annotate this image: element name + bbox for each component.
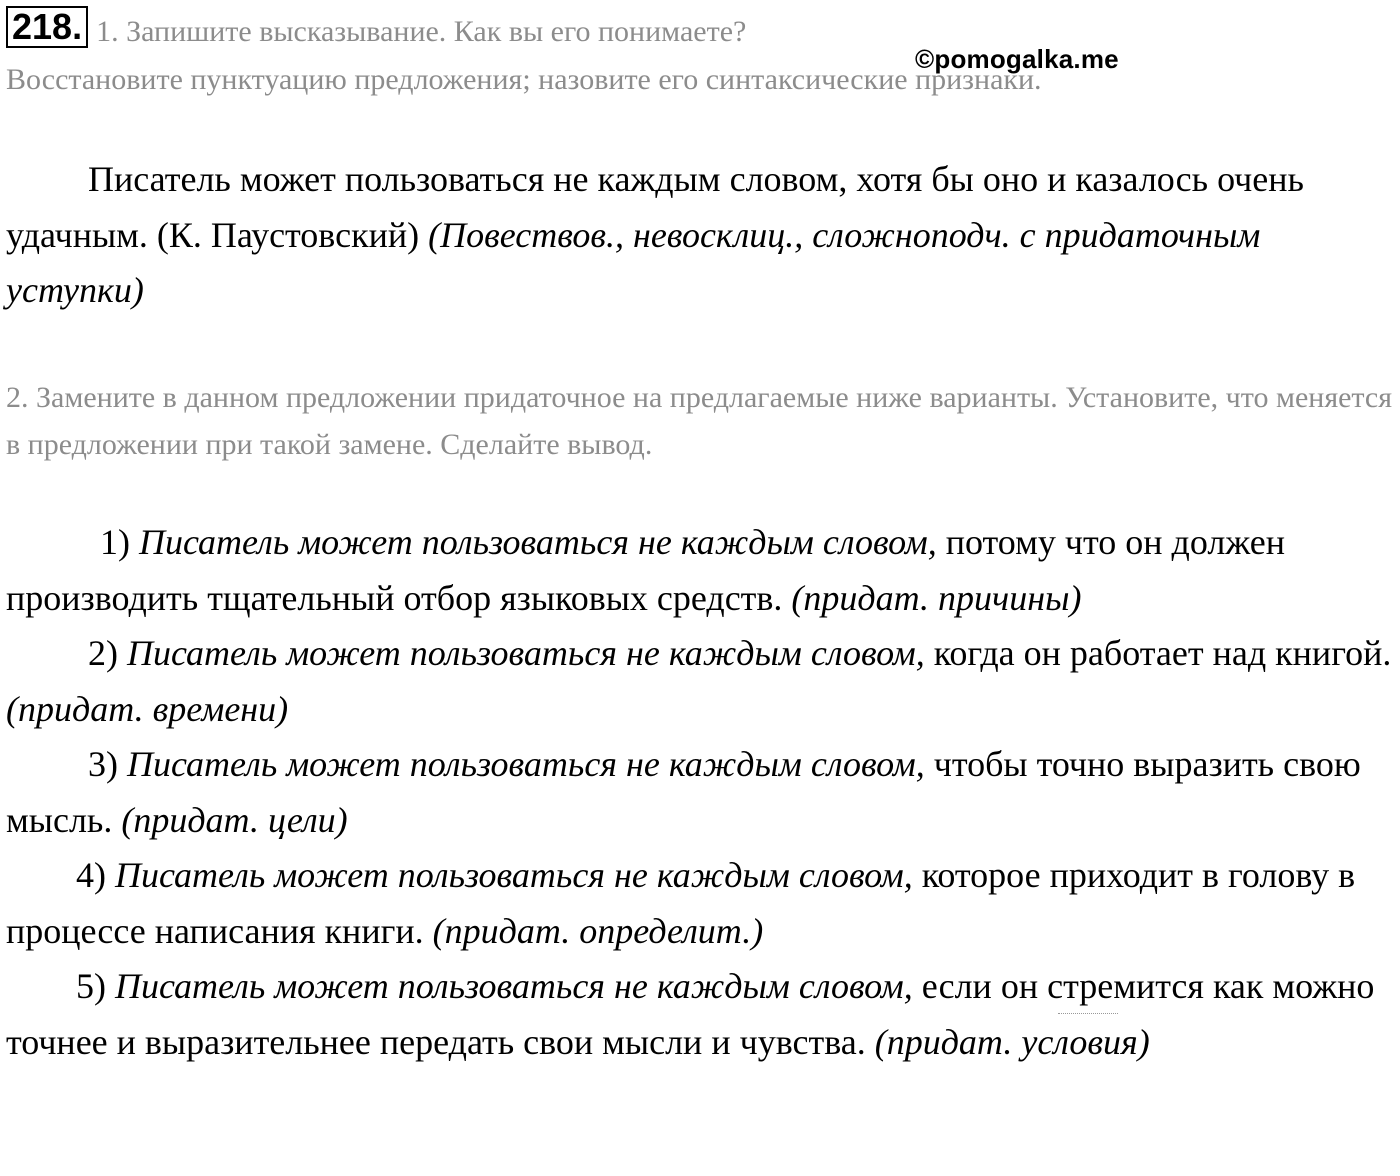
answer-subordinate-clause: чтобы точно выразить свою мысль. [6,744,1361,840]
task-instruction-line1: 1. Запишите высказывание. Как вы его понимаете? [96,15,747,48]
answers-list [6,515,1396,1070]
answer-subordinate-clause: потому что он должен производить тщательный отбор языковых средств. [6,522,1285,618]
answer-number: 2) [88,633,118,673]
answer-item-4 [6,848,1396,959]
answer-note: (придат. времени) [6,688,289,729]
answer-main-clause: Писатель может пользоваться не каждым словом, [127,744,925,784]
answer-subordinate-clause: если он стремится как можно точнее и выразительнее передать свои мысли и чувства. [6,966,1375,1062]
answer-note: (придат. цели) [121,799,348,840]
answer-subordinate-clause: которое приходит в голову в процессе написания книги. [6,855,1356,951]
answer-item-1 [6,515,1396,626]
answer-main-clause: Писатель может пользоваться не каждым словом, [115,966,913,1006]
answer-main-clause: Писатель может пользоваться не каждым словом, [139,522,937,562]
answer-number: 5) [76,966,106,1006]
answer-note: (придат. определит.) [432,910,764,951]
answer-main-clause: Писатель может пользоваться не каждым словом, [127,633,925,673]
answer-note: (придат. условия) [874,1021,1150,1062]
answer-number: 1) [100,522,130,562]
task2-instruction: 2. Замените в данном предложении придаточное на предлагаемые ниже варианты. Установите, что меняется в предложении при такой замене. Сделайте вывод. [6,381,1393,461]
answer-item-3 [6,737,1396,848]
answer-main-clause: Писатель может пользоваться не каждым словом, [115,855,913,895]
quote-paragraph [6,152,1396,319]
task-instruction-line2: Восстановите пунктуацию предложения; назовите его синтаксические признаки. [6,63,1042,96]
quote-analysis: (Повествов., невосклиц., сложноподч. с придаточным уступки) [6,214,1261,310]
answer-subordinate-clause: когда он работает над книгой. [933,633,1392,673]
quote-sentence: Писатель может пользоваться не каждым словом, хотя бы оно и казалось очень удачным. (К. Паустовский) [6,159,1304,255]
answer-note: (придат. причины) [791,577,1082,618]
scan-artifact [1058,995,1118,1014]
answer-item-5 [6,959,1396,1070]
watermark: ©pomogalka.me [915,44,1119,74]
task-number: 218. [6,6,88,48]
task-header [6,6,1396,104]
answer-number: 4) [76,855,106,895]
answer-item-2 [6,626,1396,737]
answer-number: 3) [88,744,118,784]
